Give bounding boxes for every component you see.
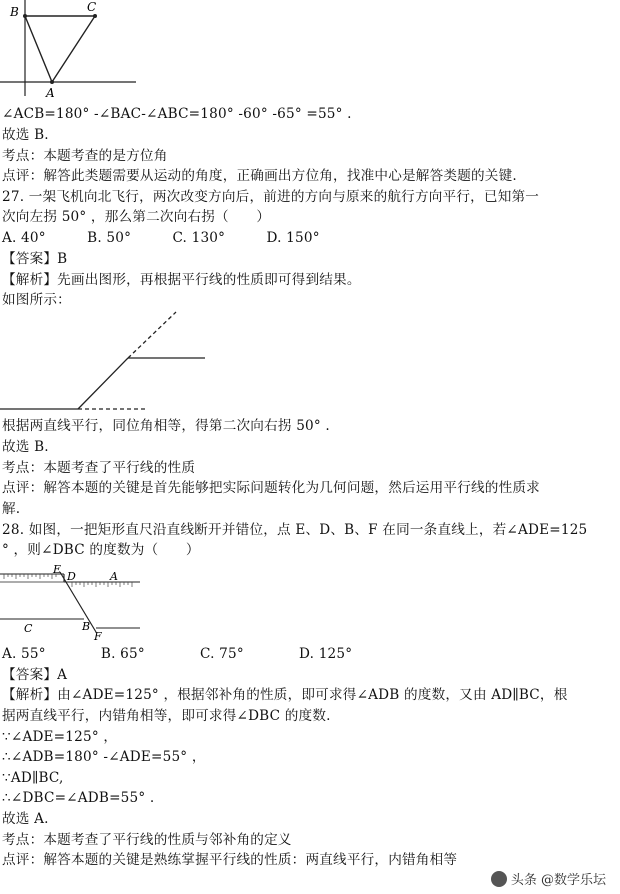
text-line: ∴∠DBC=∠ADB=55° . [2,790,155,806]
text-line: ∵AD∥BC, [2,770,64,786]
text-line: 【解析】先画出图形，再根据平行线的性质即可得到结果。 [2,272,361,288]
text-line: 【解析】由∠ADE=125° ，根据邻补角的性质，即可求得∠ADB 的度数，又由 AD∥BC，根 [2,687,568,703]
label-A: A [46,86,55,100]
figure-broken-ruler [0,562,150,642]
label-B: B [10,5,19,19]
text-line: ∴∠ADB=180° -∠ADE=55° ， [2,749,206,765]
figure-flight-path [0,310,220,420]
label-C: C [87,0,97,14]
text-line: 【答案】A [2,667,68,683]
text-line: 点评：解答此类题需要从运动的角度，正确画出方位角，找准中心是解答类题的关键. [2,168,517,184]
label-F: F [94,630,102,642]
text-line: 27. 一架飞机向北飞行，两次改变方向后，前进的方向与原来的航行方向平行，已知第一 [2,189,540,205]
text-line: 故选 A. [2,811,49,827]
text-line: 考点：本题考查了平行线的性质 [2,460,196,476]
text-line: 28. 如图，一把矩形直尺沿直线断开并错位，点 E、D、B、F 在同一条直线上，若∠ADE=125 [2,522,588,538]
text-line: 据两直线平行，内错角相等，即可求得∠DBC 的度数. [2,708,331,724]
text-line: 故选 B. [2,439,49,455]
logo-icon [491,871,507,887]
watermark-text: 头条 @数学乐坛 [510,873,606,888]
text-line: A. 55° B. 65° C. 75° D. 125° [2,646,353,662]
text-line: ° ，则∠DBC 的度数为（ ） [2,542,200,558]
text-line: A. 40° B. 50° C. 130° D. 150° [2,230,320,246]
figure-triangle [0,0,140,100]
text-line: 点评：解答本题的关键是首先能够把实际问题转化为几何问题，然后运用平行线的性质求 [2,480,540,496]
text-line: 次向左拐 50° ，那么第二次向右拐（ ） [2,209,271,225]
text-line: ∵∠ADE=125° ， [2,729,118,745]
text-line: 考点：本题考查了平行线的性质与邻补角的定义 [2,832,292,848]
label-B: B [82,620,91,633]
text-line: 【答案】B [2,251,68,267]
text-line: 故选 B. [2,127,49,143]
label-A: A [110,570,118,583]
text-line: 解. [2,501,21,517]
text-line: 根据两直线平行，同位角相等，得第二次向右拐 50° . [2,418,330,434]
text-line: ∠ACB=180° -∠BAC-∠ABC=180° -60° -65° =55° . [2,106,352,122]
text-line: 考点：本题考查的是方位角 [2,148,168,164]
text-line: 点评：解答本题的关键是熟练掌握平行线的性质：两直线平行，内错角相等 [2,852,458,868]
text-line: 如图所示： [2,292,71,308]
label-E: E [53,563,62,576]
label-C: C [24,622,33,635]
watermark [491,869,606,888]
label-D: D [67,570,76,583]
